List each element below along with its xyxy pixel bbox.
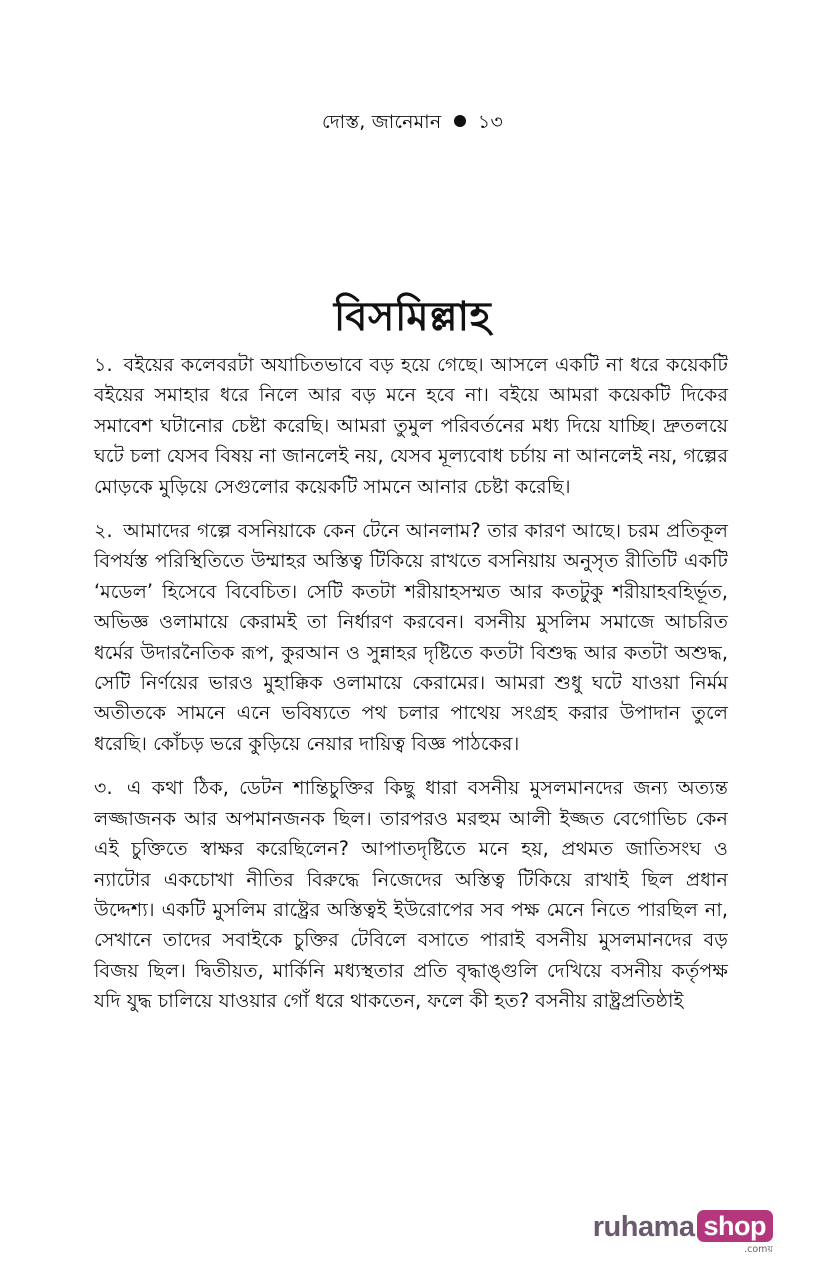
logo-text-shop: shop	[703, 1211, 766, 1241]
running-header	[0, 108, 825, 140]
paragraph-number: ১.	[94, 353, 113, 376]
logo-domain: .comয়	[744, 1244, 773, 1255]
bullet-dot-icon	[454, 115, 466, 127]
logo-text-ruhama: ruhama	[592, 1211, 695, 1243]
paragraph-2	[94, 516, 728, 759]
paragraph-number: ৩.	[94, 776, 113, 800]
body-text	[94, 350, 728, 1031]
ruhamashop-watermark-logo	[592, 1208, 773, 1255]
paragraph-number: ২.	[94, 519, 113, 543]
logo-shop-badge	[697, 1210, 774, 1255]
chapter-title: বিসমিল্লাহ	[333, 294, 492, 340]
paragraph-text: বইয়ের কলেবরটা অযাচিতভাবে বড় হয়ে গেছে। আসলে একটি না ধরে কয়েকটি বইয়ের সমাহার ধরে নিলে আর বড় মনে হবে না। বইয়ে আমরা কয়েকটি দিকের সমাবেশ ঘটানোর চেষ্টা করেছি। আমরা তুমুল পরিবর্তনের মধ্য দিয়ে যাচ্ছি। দ্রুতলয়ে ঘটে চলা যেসব বিষয় না জানলেই নয়, যেসব মূল্যবোধ চর্চায় না আনলেই নয়, গল্পের মোড়কে মুড়িয়ে সেগুলোর কয়েকটি সামনে আনার চেষ্টা করেছি।	[94, 353, 728, 498]
page-number: ১৩	[477, 111, 504, 133]
paragraph-1	[94, 350, 728, 502]
paragraph-text: আমাদের গল্পে বসনিয়াকে কেন টেনে আনলাম? তার কারণ আছে। চরম প্রতিকূল বিপর্যস্ত পরিস্থিতিতে উম্মাহর অস্তিত্ব টিকিয়ে রাখতে বসনিয়ায় অনুসৃত রীতিটি একটি ‘মডেল’ হিসেবে বিবেচিত। সেটি কতটা শরীয়াহসম্মত আর কতটুকু শরীয়াহবহির্ভূত, অভিজ্ঞ ওলামায়ে কেরামই তা নির্ধারণ করবেন। বসনীয় মুসলিম সমাজে আচরিত ধর্মের উদারনৈতিক রূপ, কুরআন ও সুন্নাহর দৃষ্টিতে কতটা বিশুদ্ধ আর কতটা অশুদ্ধ, সেটি নির্ণয়ের ভারও মুহাক্কিক ওলামায়ে কেরামের। আমরা শুধু ঘটে যাওয়া নির্মম অতীতকে সামনে এনে ভবিষ্যতে পথ চলার পাথেয় সংগ্রহ করার উপাদান তুলে ধরেছি। কোঁচড় ভরে কুড়িয়ে নেয়ার দায়িত্ব বিজ্ঞ পাঠকের।	[94, 519, 728, 755]
paragraph-text: এ কথা ঠিক, ডেটন শান্তিচুক্তির কিছু ধারা বসনীয় মুসলমানদের জন্য অত্যন্ত লজ্জাজনক আর অপমানজনক ছিল। তারপরও মরহুম আলী ইজ্জত বেগোভিচ কেন এই চুক্তিতে স্বাক্ষর করেছিলেন? আপাতদৃষ্টিতে মনে হয়, প্রথমত জাতিসংঘ ও ন্যাটোর একচোখা নীতির বিরুদ্ধে নিজেদের অস্তিত্ব টিকিয়ে রাখাই ছিল প্রধান উদ্দেশ্য। একটি মুসলিম রাষ্ট্রের অস্তিত্বই ইউরোপের সব পক্ষ মেনে নিতে পারছিল না, সেখানে তাদের সবাইকে চুক্তির টেবিলে বসাতে পারাই বসনীয় মুসলমানদের বড় বিজয় ছিল। দ্বিতীয়ত, মার্কিনি মধ্যস্থতার প্রতি বৃদ্ধাঙ্গুলি দেখিয়ে বসনীয় কর্তৃপক্ষ যদি যুদ্ধ চালিয়ে যাওয়ার গোঁ ধরে থাকতেন, ফলে কী হত? বসনীয় রাষ্ট্রপ্রতিষ্ঠাই	[94, 776, 728, 1013]
book-title: দোস্ত, জানেমান	[321, 111, 442, 133]
paragraph-3	[94, 773, 728, 1016]
